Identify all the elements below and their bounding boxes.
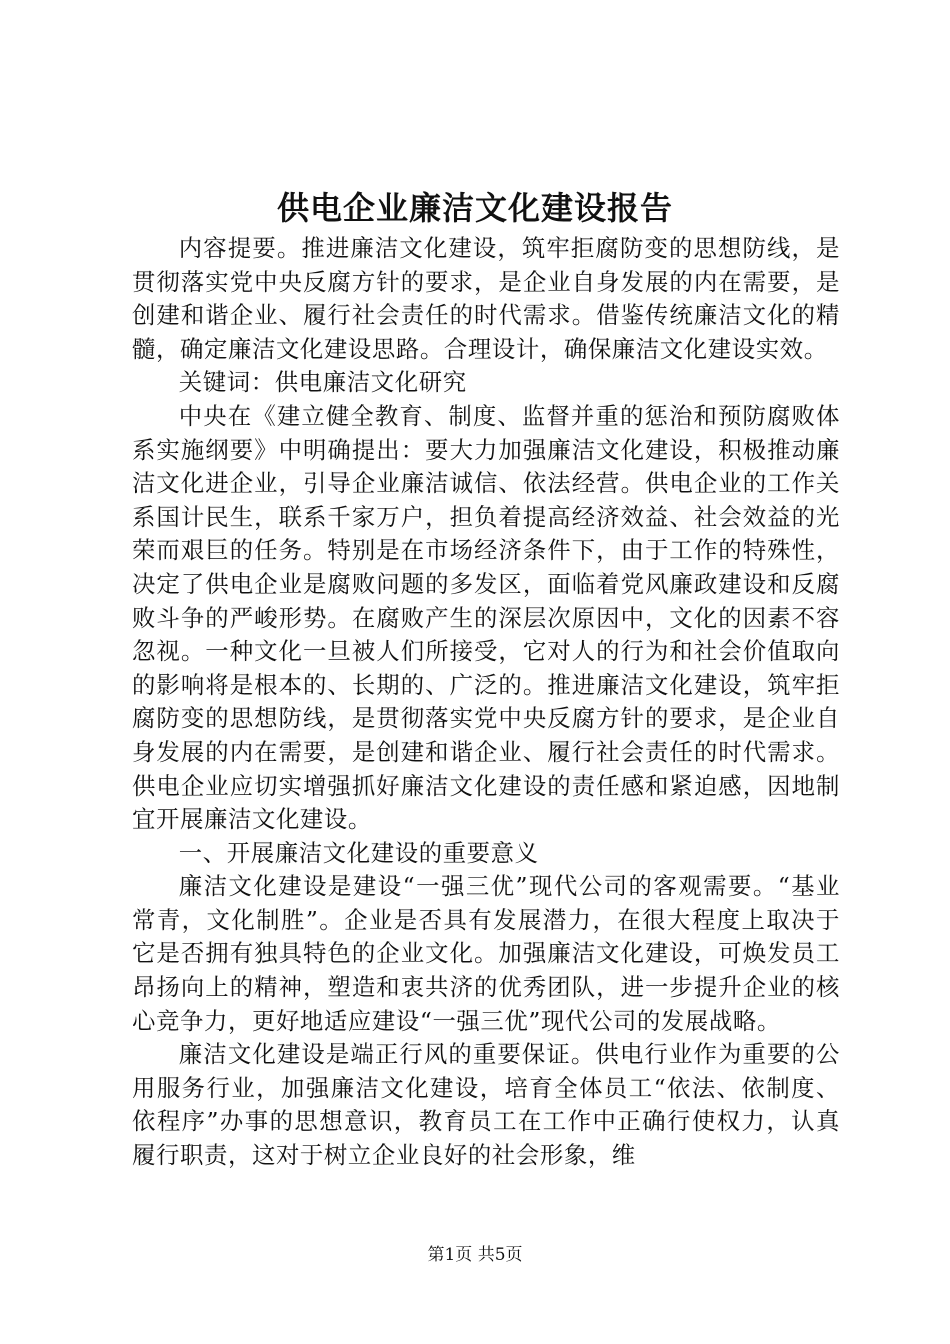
- section-paragraph-2: 廉洁文化建设是端正行风的重要保证。供电行业作为重要的公用服务行业，加强廉洁文化建设，培育全体员工“依法、依制度、依程序”办事的思想意识，教育员工在工作中正确行使权力，认真履行职责，这对于树立企业良好的社会形象，维: [132, 1040, 840, 1170]
- document-body: [132, 232, 840, 1173]
- section-heading: 一、开展廉洁文化建设的重要意义: [178, 838, 539, 867]
- section-paragraph-1: 廉洁文化建设是建设“一强三优”现代公司的客观需要。“基业常青，文化制胜”。企业是否具有发展潜力，在很大程度上取决于它是否拥有独具特色的企业文化。加强廉洁文化建设，可焕发员工昂扬向上的精神，塑造和衷共济的优秀团队，进一步提升企业的核心竞争力，更好地适应建设“一强三优”现代公司的发展战略。: [132, 872, 840, 1035]
- page-number-footer: 第1页 共5页: [427, 1245, 523, 1265]
- abstract-paragraph: 内容提要。推进廉洁文化建设，筑牢拒腐防变的思想防线，是贯彻落实党中央反腐方针的要求，是企业自身发展的内在需要，是创建和谐企业、履行社会责任的时代需求。借鉴传统廉洁文化的精髓，确定廉洁文化建设思路。合理设计，确保廉洁文化建设实效。: [132, 234, 840, 363]
- keywords-line: 关键词：供电廉洁文化研究: [178, 368, 467, 397]
- intro-paragraph: 中央在《建立健全教育、制度、监督并重的惩治和预防腐败体系实施纲要》中明确提出：要大力加强廉洁文化建设，积极推动廉洁文化进企业，引导企业廉洁诚信、依法经营。供电企业的工作关系国计民生，联系千家万户，担负着提高经济效益、社会效益的光荣而艰巨的任务。特别是在市场经济条件下，由于工作的特殊性，决定了供电企业是腐败问题的多发区，面临着党风廉政建设和反腐败斗争的严峻形势。在腐败产生的深层次原因中，文化的因素不容忽视。一种文化一旦被人们所接受，它对人的行为和社会价值取向的影响将是根本的、长期的、广泛的。推进廉洁文化建设，筑牢拒腐防变的思想防线，是贯彻落实党中央反腐方针的要求，是企业自身发展的内在需要，是创建和谐企业、履行社会责任的时代需求。供电企业应切实增强抓好廉洁文化建设的责任感和紧迫感，因地制宜开展廉洁文化建设。: [132, 401, 840, 834]
- document-title: 供电企业廉洁文化建设报告: [276, 189, 673, 227]
